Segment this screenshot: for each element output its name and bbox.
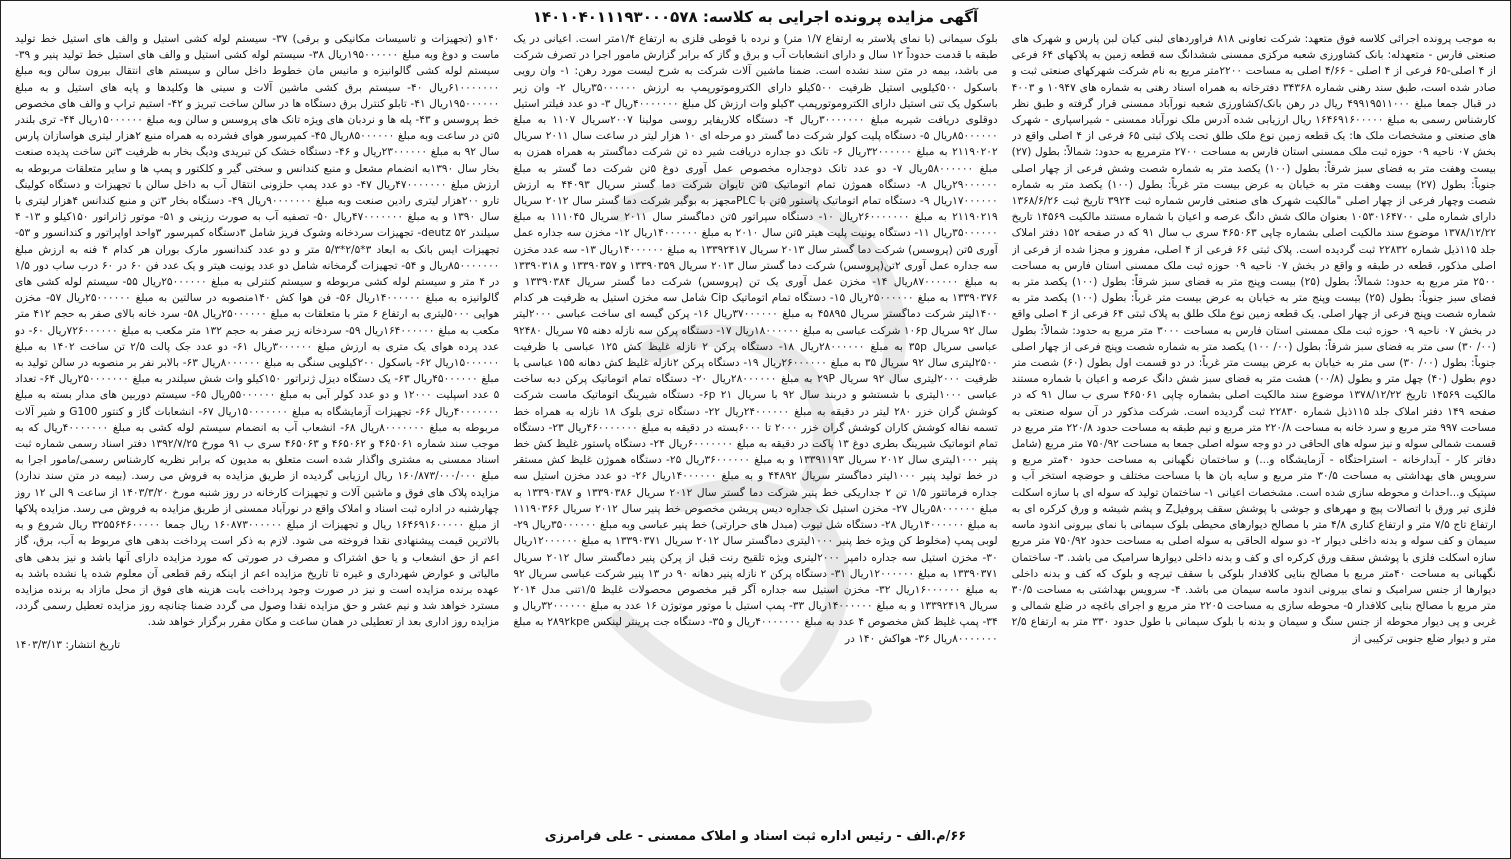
notice-body <box>15 31 1496 818</box>
column-right <box>1012 31 1496 818</box>
notice-title: آگهی مزایده پرونده اجرایی به کلاسه: ۱۴۰۱۰۴۰۱۱۱۹۳۰۰۰۵۷۸ <box>532 8 979 26</box>
column-left-text: ۱۴۰و (تجهیزات و تاسیسات مکانیکی و برقی) ۳۷- سیستم لوله کشی استیل و والف های استیل خط تولید ماست و دوغ وبه مبلغ ۱۹۵۰۰۰۰۰۰ریال ۳۸- سیستم لوله کشی استیل و والف های استیل خط تولید پنیر و ۳۹- سیستم لوله کشی گالوانیزه و مانیس مان خطوط داخل سالن و سیستم های انتقال بیرون سالن وبه مبلغ ۶۱۰۰۰۰۰۰۰ریال ۴۰- سیستم برق کشی ماشین آلات و سینی ها وکلیدها و پایه های استیل و به مبلغ ۱۹۵۰۰۰۰۰۰ریال ۴۱- تابلو کنترل برق دستگاه ها در سالن ساخت تبریز و ۴۲- استیم تراپ و والف های مخصوص خط پروسس و ۴۳- پله ها و نردبان های ویژه تانک های پروسس و سالن وبه مبلغ ۱۵۰۰۰۰۰۰ریال ۴۴- تری بلندر ۵تن در ساعت وبه مبلغ ۸۵۰۰۰۰۰۰ریال ۴۵- کمپرسور هوای فشرده به همراه منبع ۲هزار لیتری هواسازان پارس سال ۹۲ به مبلغ ۲۳۰۰۰۰۰۰ریال و ۴۶- دستگاه خشک کن تبریدی ودیگ بخار به ظرفیت ۳تن ساخت پدیده صنعت بخار سال ۱۳۹۰به انضمام مشعل و منبع کندانس و سختی گیر و کلکتور و پمپ ها و سایر متعلقات مربوطه به ارزش مبلغ ۴۷۰۰۰۰۰۰۰ریال ۴۷- دو عدد پمپ حلزونی انتقال آب به داخل سالن با تجهیزات و دستگاه کولینگ تارو ۲۰۰هزار لیتری رادین صنعت وبه مبلغ ۹۰۰۰۰۰۰۰ریال ۴۹- دستگاه بخار ۳تن و منبع کندانس ۴هزار لیتری با سال ۱۳۹۰ و به مبلغ ۴۷۰۰۰۰۰۰۰ریال ۵۰- تصفیه آب به صورت رزینی و ۵۱- موتور ژانراتور ۱۵۰کیلو و ۱۳- ۴ سیلندر deutz ۵۲- تجهیزات سردخانه وشوک فریز شامل ۳دستگاه کمپرسور ۳واحد اواپراتور و کندانسور و ۵۳- تجهیزات ایس بانک به ابعاد ۳*۲/۵*۵/۳ متر و دو عدد کندانسور مارک بوران هر کدام ۴ فنه به ارزش مبلغ ۸۵۰۰۰۰۰۰۰ریال و ۵۴- تجهیزات گرمخانه شامل دو عدد یونیت هیتر و یک عدد فن ۶۰ در ۶۰ درب ساب دور ۱/۵ در ۴ متر و سیستم لوله کشی مربوطه و سیستم کنترلی به مبلغ ۲۵۰۰۰۰۰۰ریال ۵۵- سیستم لوله کشی های گالوانیزه به مبلغ ۱۴۰۰۰۰۰۰ریال ۵۶- فن هوا کش ۱۴۰منصوبه در سالتین به مبلغ ۲۵۰۰۰۰۰۰ریال ۵۷- مخزن هوایی ۵۰۰۰لیتری به ارتفاع ۶ متر با متعلقات به مبلغ ۲۵۰۰۰۰۰۰ریال ۵۸- سرد خانه بالای صفر به حجم ۴۱۲ متر مکعب به مبلغ ۱۶۴۰۰۰۰۰۰ریال ۵۹- سردخانه زیر صفر به حجم ۱۳۲ متر مکعب به مبلغ ۷۲۶۰۰۰۰۰۰ریال ۶۰- دو عدد پرده هوای یک متری به ارزش مبلغ ۳۰۰۰۰۰۰ریال ۶۱- دو عدد جک پالت ۲/۵ تن ساخت ۱۴۰۲ به مبلغ ۱۵۰۰۰۰۰۰ریال ۶۲- باسکول ۲۰۰کیلویی سنگی به مبلغ ۸۰۰۰۰۰۰ریال ۶۳- بالابر نفر بر منصوبه در سالن تولید به مبلغ ۴۵۰۰۰۰۰۰ریال ۶۳- یک دستگاه دیزل ژنراتور ۱۵۰کیلو وات شش سیلندر به مبلغ ۲۵۰۰۰۰۰۰۰ریال ۶۴- تعداد ۵ عدد اسپلیت ۱۲۰۰۰ و دو عدد کولر آبی به مبلغ ۵۵۰۰۰۰۰۰ریال ۶۵- سیستم دوربین های مدار بسته به مبلغ ۴۰۰۰۰۰۰۰ریال ۶۶- تجهیزات آزمایشگاه به مبلغ ۱۵۰۰۰۰۰۰۰ریال ۶۷- انشعابات گاز و کنتور G100 و شیر آلات مربوطه به مبلغ ۸۰۰۰۰۰۰۰ریال ۶۸- انشعاب آب به انضمام سیستم لوله کشی به مبلغ ۴۰۰۰۰۰۰۰ریال که به موجب سند شماره ۴۶۵۰۶۱ و ۴۶۵۰۶۲ و ۴۶۵۰۶۳ سری ب ۹۱ مورخ ۱۳۹۲/۷/۲۵ دفتر اسناد رسمی شماره ثبت اسناد ممسنی به مشتری واگذار شده است متعلق به مدیون که برابر نظریه کارشناس رسمی/مامور اجرا به مبلغ ۱۶۰/۸۷۳/۰۰۰/۰۰۰ ریال ارزیابی گردیده از طریق مزایده به فروش می رسد. (بیمه در متن سند ندارد) مزایده پلاک های فوق و ماشین آلات و تجهیزات کارخانه در روز شنبه مورخ ۱۴۰۳/۳/۲۰ از ساعت ۹ الی ۱۲ روز چهارشنبه در اداره ثبت اسناد و املاک واقع در نورآباد ممسنی از طریق مزایده به فروش می رسد. مزایده پلاکها از مبلغ ۱۶۴۶۹۱۶۰۰۰۰۰ ریال و تجهیزات از مبلغ ۱۶۰۸۷۳۰۰۰۰۰۰ ریال جمعا ۳۲۵۵۶۴۶۰۰۰۰۰ ریال شروع و به بالاترین قیمت پیشنهادی نقدا فروخته می شود. لازم به ذکر است پرداخت بدهی های مربوط به آب، برق، گاز اعم از حق انشعاب و یا حق اشتراک و مصرف در صورتی که مورد مزایده دارای آنها باشد و نیز بدهی های مالیاتی و عوارض شهرداری و غیره تا تاریخ مزایده اعم از اینکه رقم قطعی آن معلوم شده یا نشده باشد به عهده برنده مزایده است و نیز در صورت وجود پرداخت بابت هزینه های فوق از محل مازاد به برنده مزایده مسترد خواهد شد و نیم عشر و حق مزایده نقدا وصول می گردد ضمنا چنانچه روز مزایده تعطیل رسمی گردد، مزایده روز اداری بعد از تعطیلی در همان ساعت و مکان مقرر برگزار خواهد شد. <box>15 33 500 629</box>
column-right-text: به موجب پرونده اجرائی کلاسه فوق متعهد: شرکت تعاونی ۸۱۸ فراوردهای لبنی کیان لبن پارس و شهرک های صنعتی فارس - متعهدله: بانک کشاورزی شعبه مرکزی ممسنی ششدانگ سه قطعه زمین به پلاکهای ۶۴ فرعی از ۴ اصلی-۶۵ فرعی از ۴ اصلی - ۴/۶۶ اصلی به مساحت ۲۲۰۰متر مربع به نام شرکت شهرکهای صنعتی ثبت و صادر شده است، طبق سند رهنی شماره ۳۴۳۶۸ دفترخانه به همراه اسناد رهنی به شماره های ۱۰۹۴۷ و ۴۰۰۳ در قبال جمعا مبلغ ۴۹۹۱۹۵۱۱۰۰۰ ریال در رهن بانک/کشاورزی شعبه نورآباد ممسنی قرار گرفته و طبق نظر کارشناس رسمی به مبلغ ۱۶۴۶۹۱۶۰۰۰۰۰ ریال ارزیابی شده آدرس ملک نورآباد ممسنی - شیراسپاری - شهرک های صنعتی و مشخصات ملک ها: یک قطعه زمین نوع ملک طلق تحت پلاک ثبتی ۶۵ فرعی از ۴ اصلی واقع در بخش ۰۷ ناحیه ۰۹ حوزه ثبت ملک ممسنی استان فارس به مساحت ۲۷۰۰ مترمربع به حدود: شمالاً: بطول (۲۷) بیست وهفت متر به فضای سبز شرقاً: بطول (۱۰۰) یکصد متر به شماره شصت وشش فرعی از چهار اصلی جنوباً: بطول (۲۷) بیست وهفت متر به خیابان به عرض بیست متر غرباً: بطول (۱۰۰) یکصد متر به شماره شصت وچهار فرعی از چهار اصلی "مالکیت شهرک های صنعتی فارس شماره ثبت ۳۹۲۴ تاریخ ثبت ۱۳۶۸/۶/۲۶ دارای شماره ملی ۱۰۵۳۰۱۶۴۷۰۰ بعنوان مالک شش دانگ عرصه و اعیان با شماره مستند مالکیت ۱۴۵۶۹ تاریخ ۱۳۷۸/۱۲/۲۲ موضوع سند مالکیت اصلی بشماره چاپی ۴۶۵۰۶۳ سری ب سال ۹۱ که در صفحه ۱۵۲ دفتر املاک جلد ۱۱۵ذیل شماره ۲۲۸۳۲ ثبت گردیده است. پلاک ثبتی ۶۶ فرعی از ۴ اصلی، مفروز و مجزا شده از فرعی از اصلی مذکور، قطعه در طبقه و واقع در بخش ۰۷ ناحیه ۰۹ حوزه ثبت ملک ممسنی استان فارس به مساحت ۲۵۰۰ متر مربع به حدود: شمالاً: بطول (۲۵) بیست وپنج متر به فضای سبز شرقاً: بطول (۱۰۰) یکصد متر به فضای سبز جنوباً: بطول (۲۵) بیست وپنج متر به خیابان به عرض بیست متر غرباً: بطول (۱۰۰) یکصد متر به شماره شصت وپنج فرعی از چهار اصلی. یک قطعه زمین نوع ملک طلق به پلاک ثبتی ۶۴ فرعی از ۴ اصلی واقع در بخش ۰۷ ناحیه ۰۹ حوزه ثبت ملک ممسنی استان فارس به مساحت ۳۰۰۰ متر مربع به حدود: شمالاً: بطول (۰۰/ ۳۰) سی متر به فضای سبز شرقاً: بطول (۰۰/ ۱۰۰) یکصد متر به شماره شصت وپنج فرعی از چهار اصلی جنوباً: بطول (۰۰/ ۳۰) سی متر به خیابان به عرض بیست متر غرباً: در دو قسمت اول بطول (۶۰) شصت متر دوم بطول (۴۰) چهل متر و بطول (۰۰/۸) هشت متر به فضای سبز شش دانگ عرصه و اعیان با شماره مستند مالکیت ۱۴۵۶۹ تاریخ ۱۳۷۸/۱۲/۲۲ موضوع سند مالکیت اصلی بشماره چاپی ۴۶۵۰۶۱ سری ب سال ۹۱ که در صفحه ۱۴۹ دفتر املاک جلد ۱۱۵ذیل شماره ۲۲۸۳۰ ثبت گردیده است. شرکت مذکور در آن سوله صنعتی به مساحت ۹۹۷ متر مربع و سرد خانه به مساحت ۲۲۰/۸ متر مربع و نیم طبقه به مساحت حدود ۲۲۰/۸ متر مربع در قسمت شمالی سوله و نیز سوله های الحاقی در دو وجه سوله اصلی جمعا به مساحت ۷۵۰/۹۲ متر مربع (شامل دفاتر کار - آبدارخانه - استراحتگاه - آزمایشگاه و...) و ساختمان نگهبانی به مساحت حدود ۴۰متر مربع و سرویس های بهداشتی به مساحت ۳۰/۵ متر مربع و سایه بان ها با مساحت مختلف و حوضچه استخر آب و سپتیک و...احداث و محوطه سازی شده است. مشخصات اعیانی ۱- ساختمان تولید که سوله ای با سازه اسکلت فلزی تیر ورق با اتصالات پیچ و مهرهای و جوشی با پوشش سقف پروفیلZ و پشم شیشه و ورق کرکره ای به ارتفاع تاج ۷/۵ متر و ارتفاع کناری ۴/۸ متر با مصالح دیوارهای محیطی بلوک سیمانی با نمای بیرونی اندود ماسه سیمان و کف سوله و بدنه داخلی دیوار ۲- دو سوله الحاقی به سوله اصلی به مساحت حدود ۷۵۰/۹۲ متر مربع سازه اسکلت فلزی با پوشش سقف ورق کرکره ای و کف و بدنه داخلی دیوارها سرامیک می باشد. ۳- ساختمان نگهبانی به مساحت ۴۰متر مربع با مصالح بنایی کلافدار بلوکی با سقف تیرچه و بلوک که کف و بدنه داخلی دیوارها از جنس سرامیک و نمای بیرونی اندود ماسه سیمان می باشد. ۴- سرویس بهداشتی به مساحت ۳۰/۵ متر مربع با مصالح بنایی کلافدار ۵- محوطه سازی به مساحت ۲۲۰۵ متر مربع و اجرای باغچه در ضلع شمالی و غربی و پی دیوار محوطه از جنس سنگ و سیمان و بدنه با بلوک سیمانی با طول حدود ۳۳۰ متر به ارتفاع ۲/۵ متر و دیوار ضلع جنوبی ترکیبی از <box>1011 33 1496 645</box>
column-left <box>15 31 499 818</box>
column-middle <box>513 31 997 818</box>
signature-line: ۶۶/م.الف - رئیس اداره ثبت اسناد و املاک ممسنی - علی فرامرزی <box>544 829 967 844</box>
column-middle-text: بلوک سیمانی (با نمای پلاستر به ارتفاع ۱/۷ متر) و نرده با قوطی فلزی به ارتفاع ۱/۴متر است. اعیانی در یک طبقه با قدمت حدوداً ۱۲ سال و دارای انشعابات آب و برق و گاز که برابر گزارش مامور اجرا در تصرف شرکت می باشد، بیمه در متن سند نشده است. ضمنا ماشین آلات شرکت به شرح لیست مورد رهن: ۱- وان رویی باسکول ۵۰۰کیلویی استیل ظرفیت ۵۰۰کیلو دارای الکتروموتورپمپ به ارزش ۳۵۰۰۰۰۰۰ریال ۲- وان زیر باسکول یک تنی استیل دارای الکتروموتورپمپ ۳کیلو وات ارزش کل مبلغ ۴۰۰۰۰۰۰۰ریال ۳- دو عدد فیلتر استیل دوقلوی دریافت شیربه مبلغ ۳۰۰۰۰۰۰۰ریال ۴- دستگاه کلاریفایر روسی مولینا ۲۰۰۷سریال ۱۱۰۷ به مبلغ ۸۵۰۰۰۰۰۰ریال ۵- دستگاه پلیت کولر شرکت دما گستر دو مرحله ای ۱۰ هزار لیتر در ساعت سال ۲۰۱۱ سریال ۲۱۱۹۰۲۰۲ به مبلغ ۳۲۰۰۰۰۰۰ریال ۶- تانک دو جداره دریافت شیر ده تن شرکت دماگستر به همراه همزن به مبلغ ۵۸۰۰۰۰۰۰ریال ۷- دو عدد تانک دوجداره مخصوص عمل آوری دوغ ۵تن شرکت دما گستر به مبلغ ۲۹۰۰۰۰۰۰ریال ۸- دستگاه هموژن تمام اتوماتیک ۵تن تایوان شرکت دما گستر سریال ۴۴۰۹۳ به ارزش ۱۷۰۰۰۰۰۰ریال ۹- دستگاه تمام اتوماتیک پاستور ۵تن با PLCمجهز به بوگیر شرکت دما گستر سال ۲۰۱۲ سریال ۲۱۱۹۰۲۱۹ به مبلغ ۲۶۰۰۰۰۰۰۰ریال ۱۰- دستگاه سپراتور ۵تن دماگستر سال ۲۰۱۱ سریال ۱۱۱۰۴۵ به مبلغ ۳۵۰۰۰۰۰۰ریال ۱۱- دستگاه یونیت پلیت هیتر ۵تن سال ۲۰۱۰ به مبلغ ۱۴۰۰۰۰۰۰ریال ۱۲- مخزن سه جداره عمل آوری ۵تن (پروسس) شرکت دما گستر سال ۲۰۱۳ سریال ۱۳۳۹۲۴۱۷ به مبلغ ۱۴۰۰۰۰۰۰ریال ۱۳- سه عدد مخزن سه جداره عمل آوری ۲تن(پروسس) شرکت دما گستر سال ۲۰۱۳ سریال ۱۳۳۹۰۳۵۹ و ۱۳۳۹۰۳۵۷ و ۱۳۳۹۰۳۱۸ به مبلغ ۸۷۰۰۰۰۰۰ریال ۱۴- مخزن عمل آوری یک تن (پروسس) شرکت دما گستر سریال ۱۳۳۹۰۳۸۴ و ۱۳۳۹۰۳۷۶ به مبلغ ۲۵۰۰۰۰۰۰ریال ۱۵- دستگاه تمام اتوماتیک Cip شامل سه مخزن استیل به ظرفیت هر کدام ۱۴۰۰لیتر شرکت دماگستر سریال ۴۵۸۹۵ به مبلغ ۳۷۰۰۰۰۰۰ریال ۱۶- پرکن گیسه ای ساخت عباسی ۲۰۰۰لیتر سال ۹۲ سریال ۱۰۶p شرکت عباسی به مبلغ ۱۸۰۰۰۰۰۰ریال ۱۷- دستگاه پرکن سه نازله دهنه ۷۵ سریال ۹۲۴۸۰ عباسی سریال ۳۵p به مبلغ ۲۸۰۰۰۰۰۰ریال ۱۸- دستگاه پرکن ۲ نازله غلیظ کش ۱۲۵ عباسی با ظرفیت ۲۵۰۰لیتری سال ۹۲ سریال ۳۵ به مبلغ ۲۶۰۰۰۰۰۰ریال ۱۹- دستگاه پرکن ۲نازله غلیظ کش دهانه ۱۵۵ عباسی با ظرفیت ۲۰۰۰لیتری سال ۹۲ سریال ۲۹P به مبلغ ۲۸۰۰۰۰۰۰ریال ۲۰- دستگاه تمام اتوماتیک پرکن دبه ساخت عباسی ۱۰۰۰لیتری با شستشو و دربند سال ۹۲ با سریال ۶p ۲۱- دستگاه شیرینگ اتوماتیک ماست شرکت کوشش گران خزر ۲۸۰ لیتر در دقیقه به مبلغ ۲۴۰۰۰۰۰۰ریال ۲۲- دستگاه تری بلوک ۱۸ نازله به همراه خط تسمه نقاله کوشش کاران کوشش گران خزر ۲۰۰۰ تا ۶۰۰۰بسته در دقیقه به مبلغ ۴۶۰۰۰۰۰۰۰ریال ۲۳- دستگاه تمام اتوماتیک شیرینگ بطری دوغ ۱۳ پاکت در دقیقه به مبلغ ۶۰۰۰۰۰۰۰ریال ۲۴- دستگاه پاستور غلیظ کش خط پنیر ۱۰۰۰لیتری سال ۲۰۱۲ سریال ۱۳۳۹۱۱۹۳ و به مبلغ ۳۶۰۰۰۰۰۰ریال ۲۵- دستگاه هموژن غلیظ کش مستقر در خط تولید پنیر ۱۰۰۰لیتر دماگستر سریال ۴۴۸۹۲ و به مبلغ ۱۴۰۰۰۰۰۰ریال ۲۶- دو عدد مخزن استیل سه جداره فرماتتور ۱/۵ تن ۲ جداریکی خط پنیر شرکت دما گستر سال ۲۰۱۲ سریال ۱۳۳۹۰۳۸۶ و ۱۳۳۹۰۳۸۷ به مبلغ ۵۸۰۰۰۰۰۰ریال ۲۷- مخزن استیل تک جداره دیس پریشن مخصوص خط پنیر سال ۲۰۱۲ سریال ۱۱۱۹۰۳۶۶ به مبلغ ۱۴۰۰۰۰۰۰ریال ۲۸- دستگاه شل تیوب (مبدل های حرارتی) خط پنیر عباسی وبه مبلغ ۳۵۰۰۰۰۰۰ریال ۲۹- لوبی پمپ (مخلوط کن ویژه خط پنیر ۱۰۰۰لیتری دماگستر سال ۲۰۱۲ سریال ۱۳۳۹۰۳۷۱ به مبلغ ۱۲۰۰۰۰۰۰ریال ۳۰- مخزن استیل سه جداره دامپر ۲۰۰۰لیتری ویژه تلقیح رنت قبل از پرکن پنیر دماگستر سال ۲۰۱۲ سریال ۱۳۳۹۰۳۷۱ به مبلغ ۱۲۰۰۰۰۰۰ریال ۳۱- دستگاه پرکن ۲ نازله پنیر دهانه ۹۰ در ۱۳ پنیر شرکت عباسی سریال ۹۲ به مبلغ ۱۶۰۰۰۰۰۰ریال ۳۲- مخزن استیل سه جداره آگر قیر مخصوص محصولات غلیظ ۱/۵تنی مدل ۲۰۱۴ سریال ۱۳۳۹۲۴۱۹ و به مبلغ ۱۴۰۰۰۰۰۰ریال ۳۳- پمپ استیل با موتور موتوژن ۱۶ عدد به مبلغ ۳۲۰۰۰۰۰۰ریال و ۳۴- پمپ غلیظ کش مخصوص ۴ عدد به مبلغ ۴۰۰۰۰۰۰۰ریال و ۳۵- دستگاه جت پرینتر لینکس ۲۸۹۲kpe به مبلغ ۸۰۰۰۰۰۰۰ریال ۳۶- هواکش ۱۴۰ در <box>513 33 998 645</box>
publish-date: تاریخ انتشار: ۱۴۰۳/۳/۱۳ <box>15 638 121 651</box>
